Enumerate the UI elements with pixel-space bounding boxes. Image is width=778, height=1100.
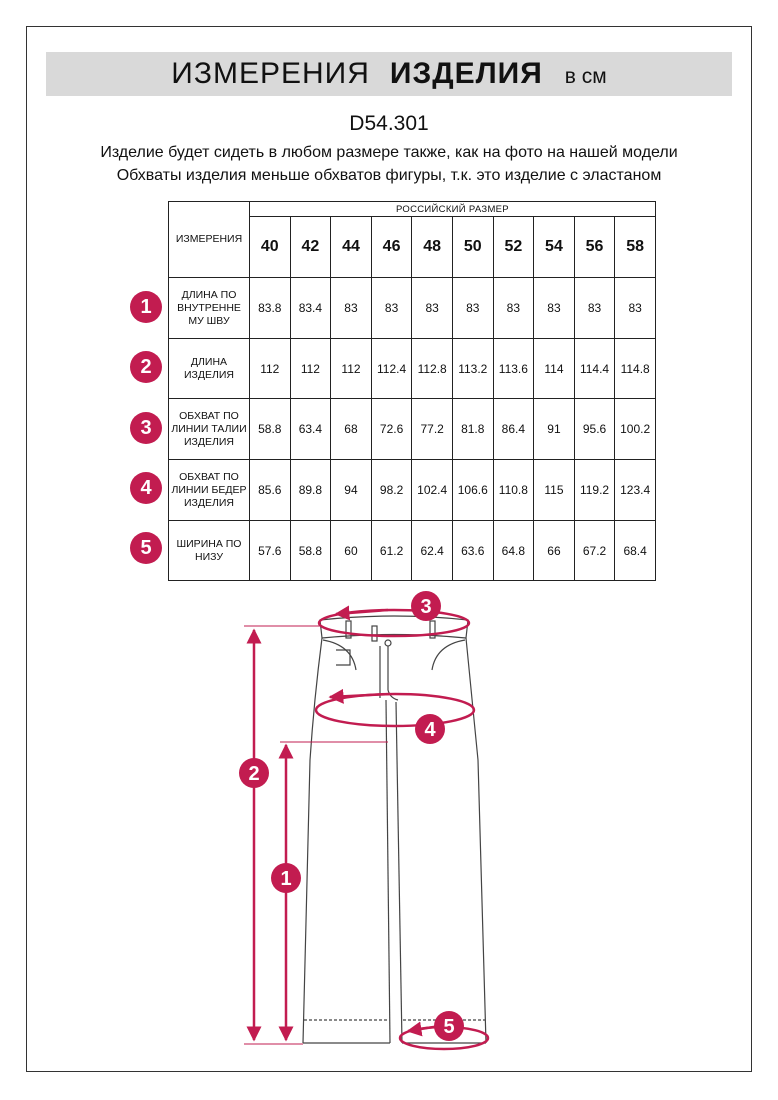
table-cell: 112.4: [371, 339, 412, 399]
size-header: 46: [371, 217, 412, 278]
table-cell: 114.4: [574, 339, 615, 399]
row-marker-3: 3: [130, 412, 162, 444]
table-cell: 77.2: [412, 399, 453, 460]
fit-note: Изделие будет сидеть в любом размере также, как на фото на нашей модели: [100, 144, 678, 161]
table-cell: 58.8: [250, 399, 291, 460]
row-marker-1: 1: [130, 291, 162, 323]
size-header: 58: [615, 217, 656, 278]
table-cell: 91: [534, 399, 575, 460]
table-cell: 113.2: [452, 339, 493, 399]
diagram-marker-5: [434, 1011, 464, 1041]
size-group-label: РОССИЙСКИЙ РАЗМЕР: [250, 202, 656, 217]
table-cell: 89.8: [290, 460, 331, 521]
table-cell: 60: [331, 521, 372, 581]
size-header: 40: [250, 217, 291, 278]
table-cell: 113.6: [493, 339, 534, 399]
size-header: 44: [331, 217, 372, 278]
elastane-note: Обхваты изделия меньше обхватов фигуры, т.к. это изделие с эластаном: [116, 167, 662, 184]
row-label: ДЛИНА ПО ВНУТРЕННЕ МУ ШВУ: [169, 278, 250, 339]
diagram-marker-2-label: 2: [248, 763, 260, 785]
row-marker-5: 5: [130, 532, 162, 564]
table-cell: 100.2: [615, 399, 656, 460]
diagram-marker-5-label: 5: [443, 1016, 455, 1038]
table-cell: 63.4: [290, 399, 331, 460]
diagram-marker-1-label: 1: [280, 868, 292, 890]
table-cell: 95.6: [574, 399, 615, 460]
table-cell: 68: [331, 399, 372, 460]
row-label: ДЛИНА ИЗДЕЛИЯ: [169, 339, 250, 399]
diagram-marker-3: [411, 591, 441, 621]
table-cell: 119.2: [574, 460, 615, 521]
table-cell: 83: [331, 278, 372, 339]
table-cell: 85.6: [250, 460, 291, 521]
table-cell: 83: [615, 278, 656, 339]
row-marker-2: 2: [130, 351, 162, 383]
inseam-measurement: [280, 742, 388, 1040]
table-cell: 114: [534, 339, 575, 399]
table-cell: 112: [250, 339, 291, 399]
table-cell: 61.2: [371, 521, 412, 581]
size-header: 56: [574, 217, 615, 278]
row-label: ОБХВАТ ПО ЛИНИИ БЕДЕР ИЗДЕЛИЯ: [169, 460, 250, 521]
table-cell: 83: [452, 278, 493, 339]
table-cell: 83.4: [290, 278, 331, 339]
row-label: ШИРИНА ПО НИЗУ: [169, 521, 250, 581]
table-cell: 83: [371, 278, 412, 339]
table-cell: 83: [412, 278, 453, 339]
table-cell: 86.4: [493, 399, 534, 460]
title-unit: в см: [564, 65, 607, 88]
diagram-marker-2: [239, 758, 269, 788]
table-cell: 83.8: [250, 278, 291, 339]
diagram-marker-4-label: 4: [424, 719, 436, 741]
table-cell: 66: [534, 521, 575, 581]
length-measurement: [244, 626, 322, 1044]
table-cell: 67.2: [574, 521, 615, 581]
table-cell: 83: [534, 278, 575, 339]
table-cell: 83: [493, 278, 534, 339]
waist-measurement: [319, 610, 469, 636]
size-header: 50: [452, 217, 493, 278]
table-cell: 106.6: [452, 460, 493, 521]
row-label: ОБХВАТ ПО ЛИНИИ ТАЛИИ ИЗДЕЛИЯ: [169, 399, 250, 460]
table-cell: 112: [331, 339, 372, 399]
size-header: 42: [290, 217, 331, 278]
table-cell: 81.8: [452, 399, 493, 460]
diagram-marker-4: [415, 714, 445, 744]
table-cell: 110.8: [493, 460, 534, 521]
table-cell: 63.6: [452, 521, 493, 581]
table-cell: 112.8: [412, 339, 453, 399]
size-header: 48: [412, 217, 453, 278]
table-cell: 94: [331, 460, 372, 521]
table-cell: 114.8: [615, 339, 656, 399]
title-part2: ИЗДЕЛИЯ: [389, 57, 543, 90]
diagram-marker-3-label: 3: [420, 596, 432, 618]
pants-outline: [303, 616, 486, 1043]
table-cell: 102.4: [412, 460, 453, 521]
corner-label: ИЗМЕРЕНИЯ: [169, 202, 250, 278]
product-code: D54.301: [349, 112, 429, 135]
table-cell: 115: [534, 460, 575, 521]
size-header: 54: [534, 217, 575, 278]
table-cell: 58.8: [290, 521, 331, 581]
table-cell: 68.4: [615, 521, 656, 581]
table-cell: 62.4: [412, 521, 453, 581]
table-cell: 64.8: [493, 521, 534, 581]
table-cell: 72.6: [371, 399, 412, 460]
table-cell: 83: [574, 278, 615, 339]
table-cell: 98.2: [371, 460, 412, 521]
row-marker-4: 4: [130, 472, 162, 504]
table-cell: 112: [290, 339, 331, 399]
table-cell: 123.4: [615, 460, 656, 521]
size-header: 52: [493, 217, 534, 278]
title-part1: ИЗМЕРЕНИЯ: [171, 57, 370, 90]
diagram-marker-1: [271, 863, 301, 893]
table-cell: 57.6: [250, 521, 291, 581]
